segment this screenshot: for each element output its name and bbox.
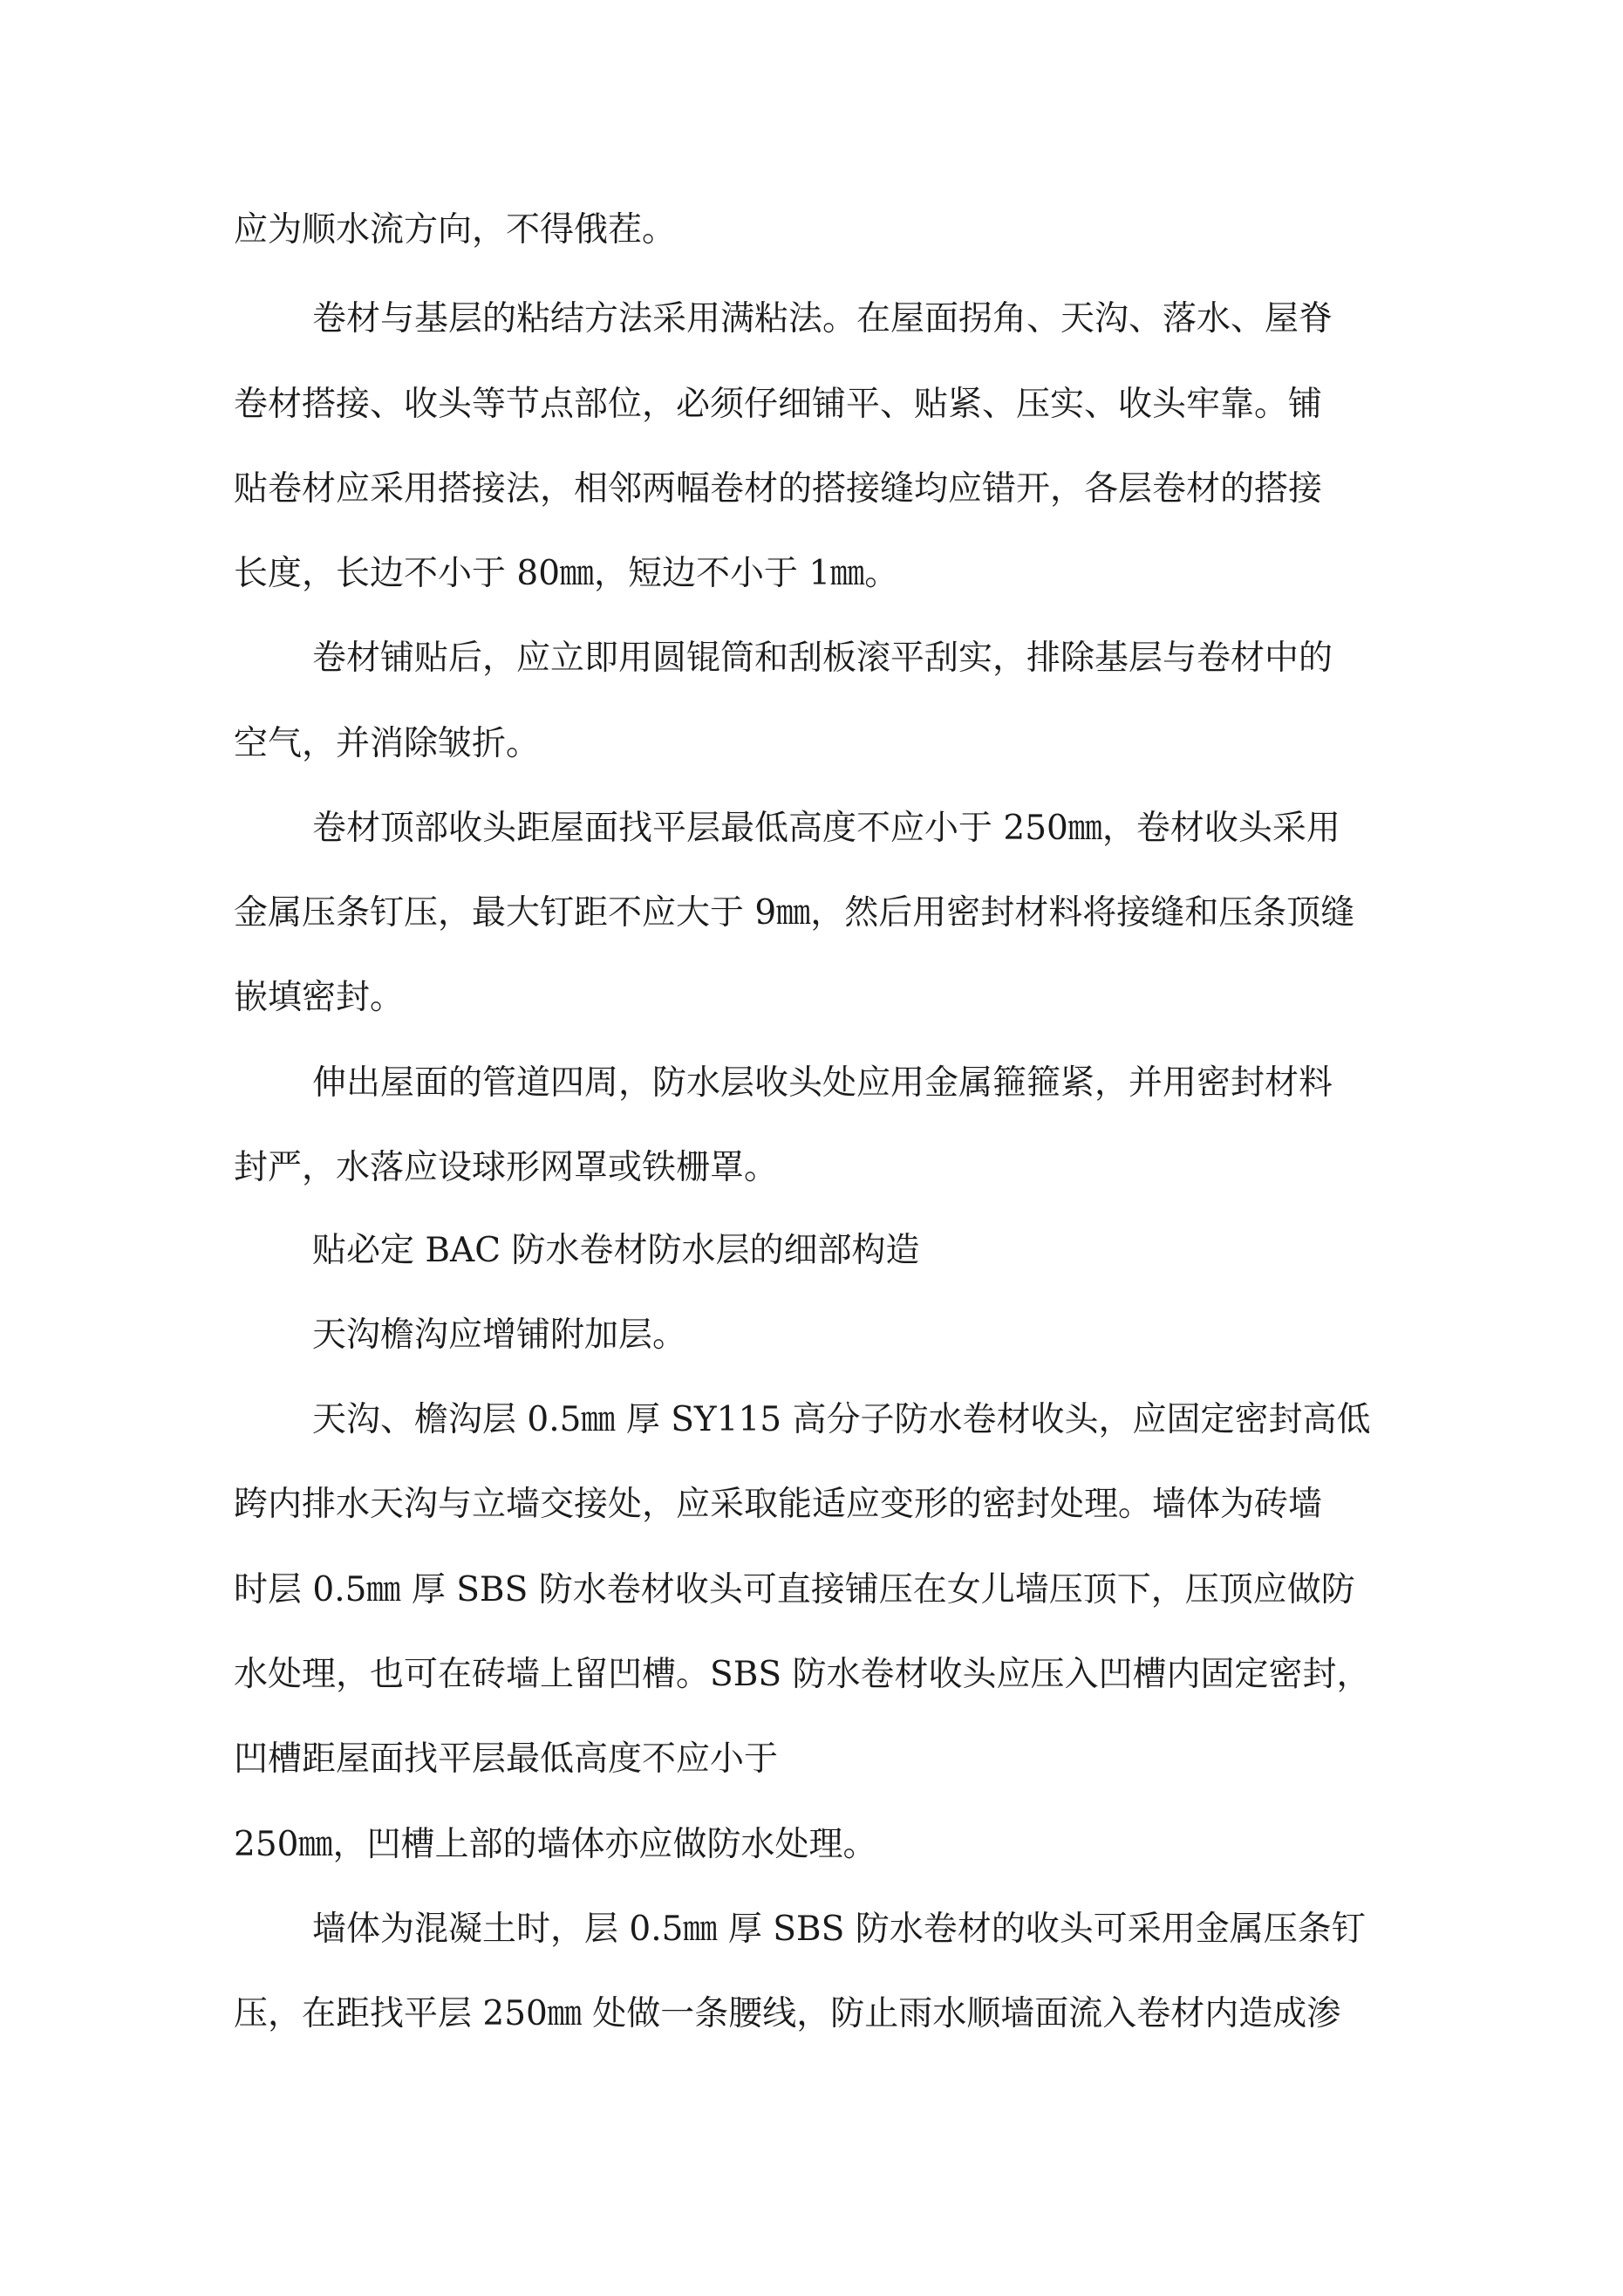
- text-line-19: 凹槽距屋面找平层最低高度不应小于: [234, 1739, 779, 1779]
- text-line-1: 应为顺水流方向，不得俄茬。: [234, 210, 677, 249]
- text-line-9: 金属压条钉压，最大钉距不应大于 9㎜，然后用密封材料将接缝和压条顶缝: [234, 893, 1355, 933]
- text-line-5: 长度，长边不小于 80㎜，短边不小于 1㎜。: [234, 554, 899, 593]
- text-line-12: 封严，水落应设球形网罩或铁栅罩。: [234, 1148, 779, 1187]
- text-line-7: 空气，并消除皱折。: [234, 724, 541, 763]
- text-line-10: 嵌填密封。: [234, 978, 405, 1017]
- text-line-3: 卷材搭接、收头等节点部位，必须仔细铺平、贴紧、压实、收头牢靠。铺: [234, 385, 1323, 424]
- text-line-14: 天沟檐沟应增铺附加层。: [312, 1315, 687, 1355]
- text-line-15: 天沟、檐沟层 0.5㎜ 厚 SY115 高分子防水卷材收头，应固定密封高低: [312, 1400, 1371, 1439]
- text-line-22: 压，在距找平层 250㎜ 处做一条腰线，防止雨水顺墙面流入卷材内造成渗: [234, 1994, 1341, 2033]
- text-line-16: 跨内排水天沟与立墙交接处，应采取能适应变形的密封处理。墙体为砖墙: [234, 1485, 1323, 1524]
- text-line-18: 水处理，也可在砖墙上留凹槽。SBS 防水卷材收头应压入凹槽内固定密封，: [234, 1655, 1371, 1694]
- text-line-8: 卷材顶部收头距屋面找平层最低高度不应小于 250㎜，卷材收头采用: [312, 809, 1340, 848]
- text-line-11: 伸出屋面的管道四周，防水层收头处应用金属箍箍紧，并用密封材料: [312, 1063, 1333, 1103]
- text-line-20: 250㎜，凹槽上部的墙体亦应做防水处理。: [234, 1825, 877, 1864]
- text-line-4: 贴卷材应采用搭接法，相邻两幅卷材的搭接缝均应错开，各层卷材的搭接: [234, 469, 1323, 509]
- text-line-6: 卷材铺贴后，应立即用圆锟筒和刮板滚平刮实，排除基层与卷材中的: [312, 639, 1333, 678]
- text-line-2: 卷材与基层的粘结方法采用满粘法。在屋面拐角、天沟、落水、屋脊: [312, 299, 1333, 338]
- text-line-13: 贴必定 BAC 防水卷材防水层的细部构造: [312, 1231, 920, 1270]
- text-line-21: 墙体为混凝土时，层 0.5㎜ 厚 SBS 防水卷材的收头可采用金属压条钉: [312, 1910, 1366, 1949]
- text-line-17: 时层 0.5㎜ 厚 SBS 防水卷材收头可直接铺压在女儿墙压顶下，压顶应做防: [234, 1570, 1355, 1609]
